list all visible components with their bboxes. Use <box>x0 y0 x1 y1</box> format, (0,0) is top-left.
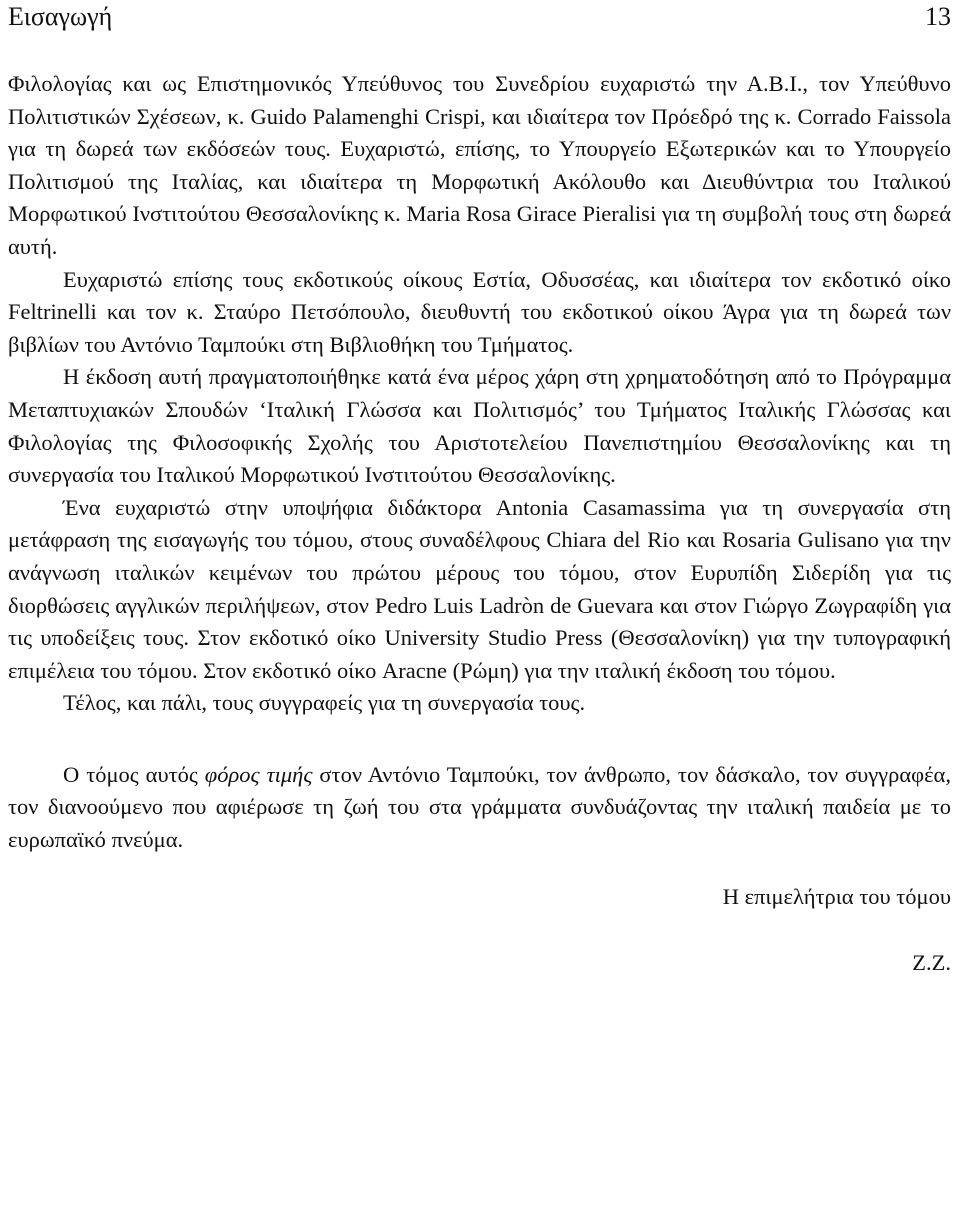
paragraph-2: Ευχαριστώ επίσης τους εκδοτικούς οίκους Εστία, Οδυσσέας, και ιδιαίτερα τον εκδοτικό οίκο Feltrinelli και τον κ. Σταύρο Πετσόπουλο, διευθυντή του εκδοτικού οίκου Άγρα για τη δωρεά των βιβλίων του Αντόνιο Ταμπούκι στη Βιβλιοθήκη του Τμήματος. <box>8 266 951 357</box>
signature-role: Η επιμελήτρια του τόμου <box>722 883 951 909</box>
body-text <box>8 68 951 980</box>
section-gap <box>8 720 951 759</box>
dedication-text-start: Ο τόμος αυτός <box>63 761 205 787</box>
running-header <box>8 2 951 36</box>
paragraph-dedication <box>8 759 951 857</box>
chapter-title: Εισαγωγή <box>8 2 113 31</box>
dedication-italic-phrase: φόρος τιμής <box>204 761 313 787</box>
page-number: 13 <box>925 2 951 31</box>
paragraph-5: Τέλος, και πάλι, τους συγγραφείς για τη συνεργασία τους. <box>63 690 586 716</box>
paragraph-4: Ένα ευχαριστώ στην υποψήφια διδάκτορα Antonia Casamassima για τη συνεργασία στη μετάφραση της εισαγωγής του τόμου, στους συναδέλφους Chiara del Rio και Rosaria Gulisano για την ανάγνωση ιταλικών κειμένων του πρώτου μέρους του τόμου, στον Ευρυπίδη Σιδερίδη για τις διορθώσεις αγγλικών περιλήψεων, στον Pedro Luis Ladròn de Guevara και στον Γιώργο Ζωγραφίδη για τις υποδείξεις τους. Στον εκδοτικό οίκο University Studio Press (Θεσσαλονίκη) για την τυπογραφική επιμέλεια του τόμου. Στον εκδοτικό οίκο Aracne (Ρώμη) για την ιταλική έκδοση του τόμου. <box>8 494 951 683</box>
signature-initials: Ζ.Ζ. <box>912 950 951 976</box>
dedication-text-end: στον Αντόνιο Ταμπούκι, τον άνθρωπο, τον δάσκαλο, τον συγγραφέα, τον διανοούμενο που αφιέρωσε τη ζωή του στα γράμματα συνδυάζοντας την ιταλική παιδεία με το ευρωπαϊκό πνεύμα. <box>8 761 951 853</box>
paragraph-3: Η έκδοση αυτή πραγματοποιήθηκε κατά ένα μέρος χάρη στη χρηματοδότηση από το Πρόγραμμα Μεταπτυχιακών Σπουδών ‘Ιταλική Γλώσσα και Πολιτισμός’ του Τμήματος Ιταλικής Γλώσσας και Φιλολογίας της Φιλοσοφικής Σχολής του Αριστοτελείου Πανεπιστημίου Θεσσαλονίκης και τη συνεργασία του Ιταλικού Μορφωτικού Ινστιτούτου Θεσσαλονίκης. <box>8 364 951 488</box>
paragraph-1: Φιλολογίας και ως Επιστημονικός Υπεύθυνος του Συνεδρίου ευχαριστώ την Α.Β.Ι., τον Υπεύθυνο Πολιτιστικών Σχέσεων, κ. Guido Palamenghi Crispi, και ιδιαίτερα τον Πρόεδρό της κ. Corrado Faissola για τη δωρεά των εκδόσεών τους. Ευχαριστώ, επίσης, το Υπουργείο Εξωτερικών και το Υπουργείο Πολιτισμού της Ιταλίας, και ιδιαίτερα τη Μορφωτική Ακόλουθο και Διευθύντρια του Ιταλικού Μορφωτικού Ινστιτούτου Θεσσαλονίκης κ. Maria Rosa Girace Pieralisi για τη συμβολή τους στη δωρεά αυτή. <box>8 71 951 259</box>
